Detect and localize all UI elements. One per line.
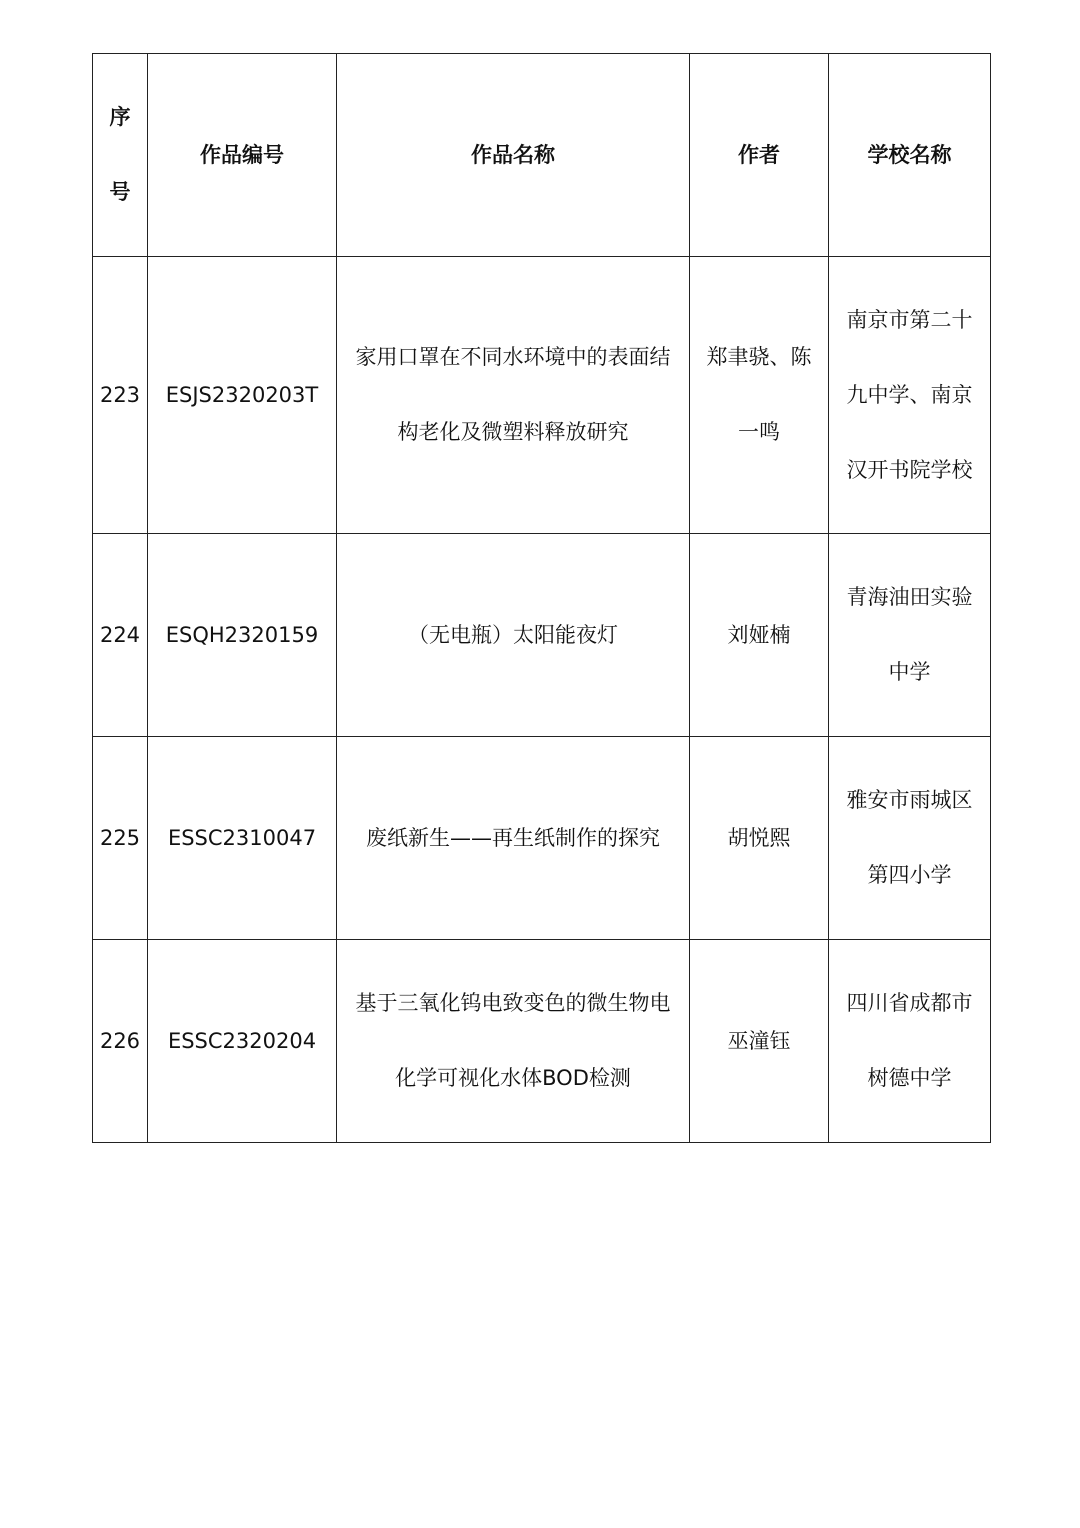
header-code: 作品编号 [148, 54, 337, 257]
header-author: 作者 [690, 54, 829, 257]
header-seq: 序号 [93, 54, 148, 257]
cell-author: 刘娅楠 [690, 534, 829, 737]
header-title: 作品名称 [337, 54, 690, 257]
cell-title: 家用口罩在不同水环境中的表面结构老化及微塑料释放研究 [337, 257, 690, 534]
cell-code: ESSC2320204 [148, 940, 337, 1143]
cell-school: 四川省成都市树德中学 [829, 940, 991, 1143]
table-row [93, 940, 991, 1143]
cell-code: ESSC2310047 [148, 737, 337, 940]
table-header-row [93, 54, 991, 257]
cell-school: 南京市第二十九中学、南京汉开书院学校 [829, 257, 991, 534]
header-school: 学校名称 [829, 54, 991, 257]
cell-seq: 225 [93, 737, 148, 940]
cell-code: ESJS2320203T [148, 257, 337, 534]
cell-seq: 224 [93, 534, 148, 737]
results-table [92, 53, 991, 1143]
cell-seq: 226 [93, 940, 148, 1143]
cell-author: 胡悦熙 [690, 737, 829, 940]
cell-seq: 223 [93, 257, 148, 534]
cell-code: ESQH2320159 [148, 534, 337, 737]
cell-title: 废纸新生——再生纸制作的探究 [337, 737, 690, 940]
table-row [93, 737, 991, 940]
table-row [93, 257, 991, 534]
cell-title: （无电瓶）太阳能夜灯 [337, 534, 690, 737]
cell-author: 巫潼钰 [690, 940, 829, 1143]
table-row [93, 534, 991, 737]
cell-school: 青海油田实验中学 [829, 534, 991, 737]
cell-school: 雅安市雨城区第四小学 [829, 737, 991, 940]
cell-title: 基于三氧化钨电致变色的微生物电化学可视化水体BOD检测 [337, 940, 690, 1143]
cell-author: 郑聿骁、陈一鸣 [690, 257, 829, 534]
